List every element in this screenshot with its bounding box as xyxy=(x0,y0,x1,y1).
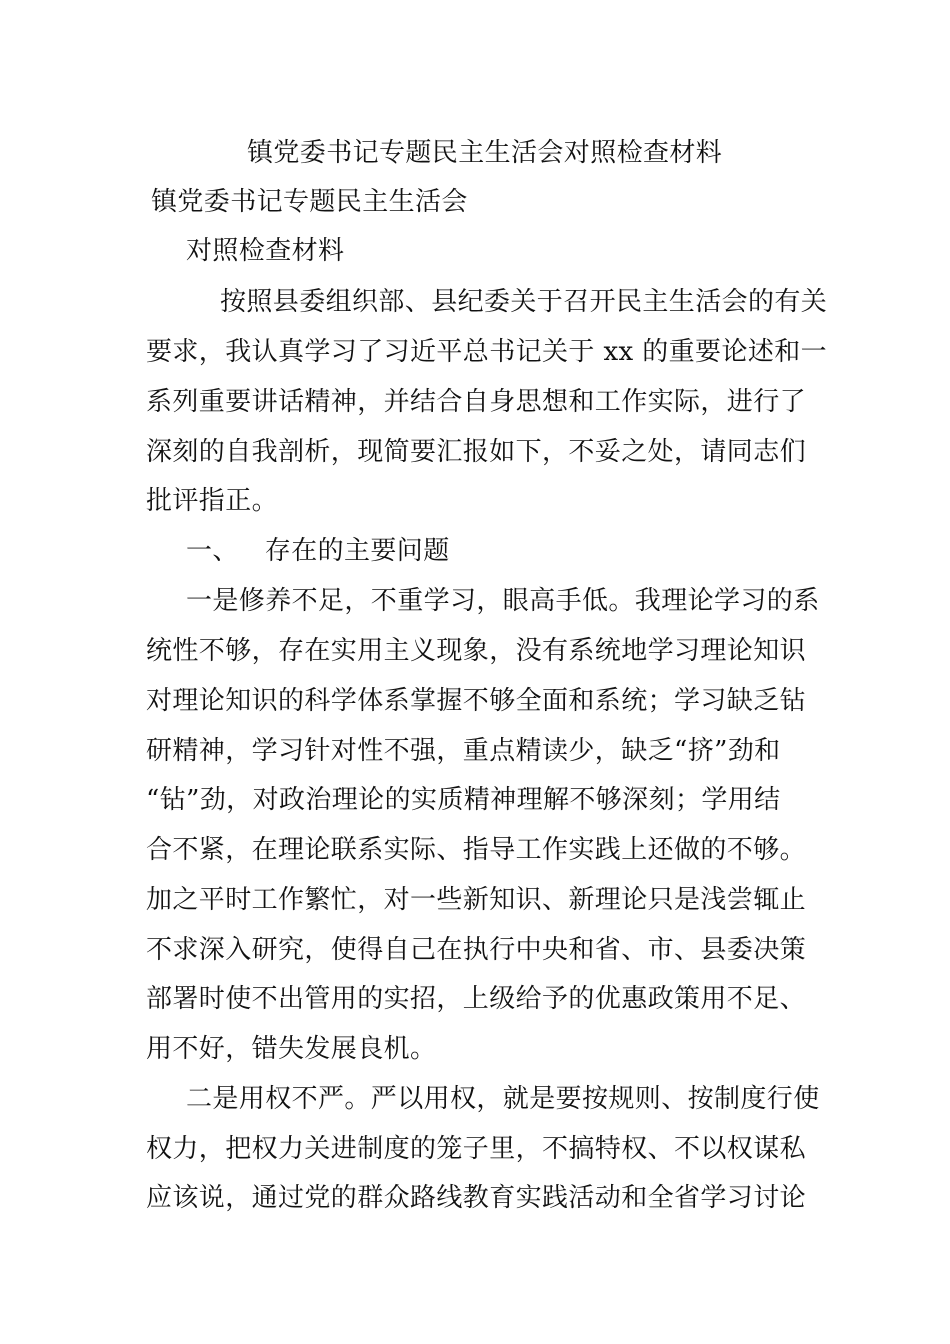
point2-line: 二是用权不严。严以用权，就是要按规则、按制度行使 xyxy=(186,1084,820,1114)
intro-line: 深刻的自我剖析，现简要汇报如下，不妥之处，请同志们 xyxy=(146,437,807,467)
intro-line: 批评指正。 xyxy=(146,486,279,516)
point2-line: 权力，把权力关进制度的笼子里，不搞特权、不以权谋私 xyxy=(146,1134,807,1164)
point1-line: 不求深入研究，使得自己在执行中央和省、市、县委决策 xyxy=(146,935,807,965)
document-title: 镇党委书记专题民主生活会对照检查材料 xyxy=(247,138,723,168)
point1-line: “钻”劲，对政治理论的实质精神理解不够深刻；学用结 xyxy=(146,785,781,815)
point1-line: 合不紧，在理论联系实际、指导工作实践上还做的不够。 xyxy=(146,835,807,865)
point1-line: 部署时使不出管用的实招，上级给予的优惠政策用不足、 xyxy=(146,984,807,1014)
point2-line: 应该说，通过党的群众路线教育实践活动和全省学习讨论 xyxy=(146,1183,807,1213)
intro-line: 系列重要讲话精神，并结合自身思想和工作实际，进行了 xyxy=(146,387,807,417)
section-heading: 一、 存在的主要问题 xyxy=(186,536,450,566)
point1-line: 用不好，错失发展良机。 xyxy=(146,1034,437,1064)
intro-line: 按照县委组织部、县纪委关于召开民主生活会的有关 xyxy=(220,287,828,317)
point1-line: 对理论知识的科学体系掌握不够全面和系统；学习缺乏钻 xyxy=(146,686,807,716)
intro-line: 要求，我认真学习了习近平总书记关于 xx 的重要论述和一 xyxy=(146,337,828,367)
heading-line-2: 对照检查材料 xyxy=(186,236,345,266)
point1-line: 研精神，学习针对性不强，重点精读少，缺乏“挤”劲和 xyxy=(146,736,781,766)
heading-line-1: 镇党委书记专题民主生活会 xyxy=(151,187,468,217)
point1-line: 一是修养不足，不重学习，眼高手低。我理论学习的系 xyxy=(186,586,820,616)
point1-line: 统性不够，存在实用主义现象，没有系统地学习理论知识 xyxy=(146,636,807,666)
point1-line: 加之平时工作繁忙，对一些新知识、新理论只是浅尝辄止 xyxy=(146,885,807,915)
